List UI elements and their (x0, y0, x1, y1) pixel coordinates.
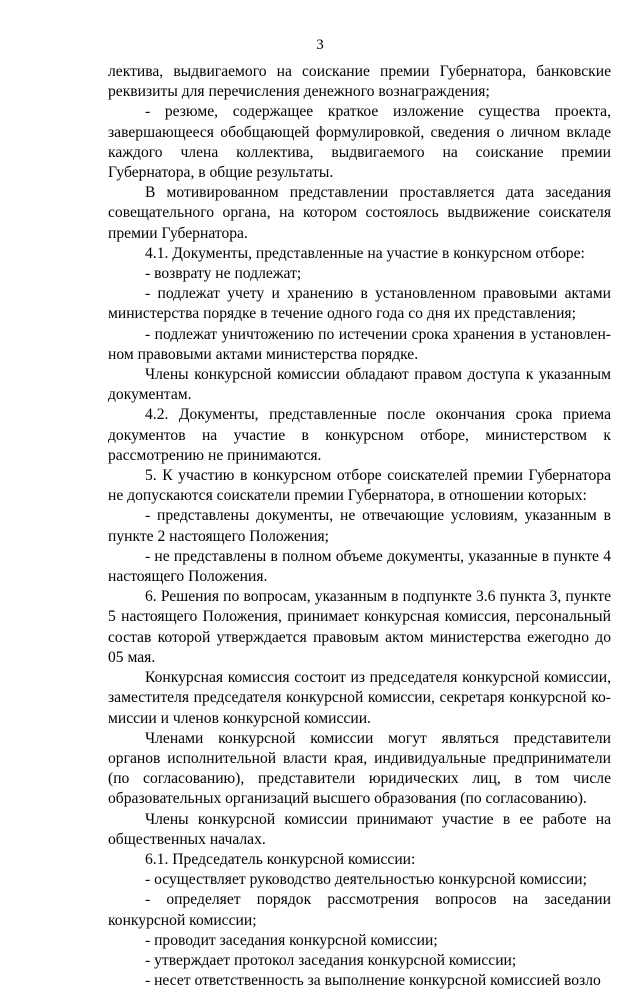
document-body (108, 62, 611, 991)
paragraph: - представлены документы, не отвечающие условиям, указанным в пункте 2 настоящего Положения; (108, 507, 611, 545)
paragraph: 4.2. Документы, представленные после окончания срока приема документов на участие в конкурсном отборе, министерством к рассмотрению не принимаются. (108, 406, 611, 464)
paragraph: Членами конкурсной комиссии могут являться представители органов исполнительной власти края, индивидуальные предприниматели (по согласованию), представители юридических лиц, в том числе образовательных организаций высшего образования (по согласованию). (108, 729, 611, 808)
paragraph: - утверждает протокол заседания конкурсной комиссии; (145, 951, 517, 969)
paragraph: - подлежат уничтожению по истечении срока хранения в установленном правовыми актами министерства порядке. (108, 325, 611, 363)
paragraph: - не представлены в полном объеме документы, указанные в пункте 4 настоящего Положения. (108, 547, 611, 586)
paragraph: 6. Решения по вопросам, указанным в подпункте 3.6 пункта 3, пункте 5 настоящего Положения, принимает конкурсная комиссия, персональный состав которой утверждается правовым актом министерства ежегодно до 05 мая. (108, 588, 611, 666)
page-number: 3 (316, 37, 324, 53)
paragraph: Члены конкурсной комиссии принимают участие в ее работе на общественных началах. (108, 810, 611, 848)
paragraph: 5. К участию в конкурсном отборе соискателей премии Губернатора не допускаются соискатели премии Губернатора, в отношении которых: (108, 467, 611, 505)
paragraph: - определяет порядок рассмотрения вопросов на заседании конкурсной комиссии; (108, 891, 611, 929)
paragraph: Конкурсная комиссия состоит из председателя конкурсной комиссии, заместителя председателя конкурсной комиссии, секретаря конкурсной комиссии и членов конкурсной комиссии. (108, 669, 611, 727)
paragraph: - несет ответственность за выполнение конкурсной комиссией возло (145, 972, 601, 990)
paragraph: - резюме, содержащее краткое изложение существа проекта, завершающееся обобщающей формулировкой, сведения о личном вкладе каждого члена коллектива, выдвигаемого на соискание премии Губернатора, в общие результаты. (108, 103, 611, 182)
paragraph: 6.1. Председатель конкурсной комиссии: (145, 850, 416, 868)
paragraph: лектива, выдвигаемого на соискание премии Губернатора, банковские реквизиты для перечисления денежного вознаграждения; (108, 63, 611, 101)
paragraph: Члены конкурсной комиссии обладают правом доступа к указанным документам. (108, 366, 611, 404)
paragraph: - проводит заседания конкурсной комиссии; (145, 931, 438, 949)
paragraph: - возврату не подлежат; (145, 265, 302, 283)
paragraph: - осуществляет руководство деятельностью конкурсной комиссии; (145, 871, 587, 889)
paragraph: - подлежат учету и хранению в установленном правовыми актами министерства порядке в течение одного года со дня их представления; (108, 285, 611, 323)
paragraph: 4.1. Документы, представленные на участие в конкурсном отборе: (145, 244, 585, 262)
paragraph: В мотивированном представлении проставляется дата заседания совещательного органа, на котором состоялось выдвижение соискателя премии Губернатора. (108, 184, 611, 242)
